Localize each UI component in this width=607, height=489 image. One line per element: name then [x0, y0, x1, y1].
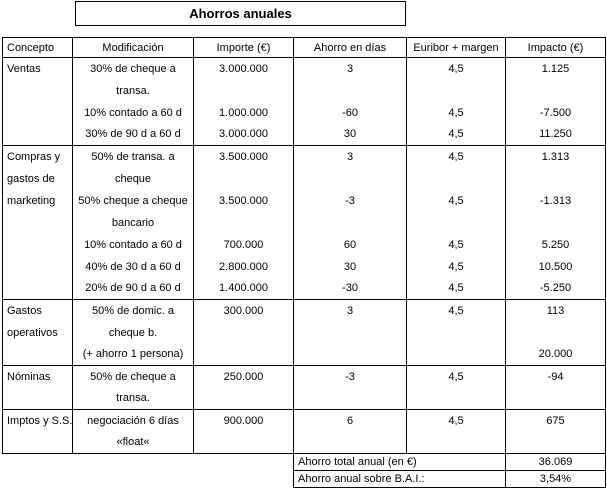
cell-importe: 700.000 [194, 234, 294, 256]
cell-concepto [3, 102, 73, 124]
table-row [3, 322, 606, 344]
table-row [3, 80, 606, 102]
cell-impacto [506, 212, 606, 234]
cell-concepto: gastos de [3, 168, 73, 190]
table-row [3, 212, 606, 234]
cell-impacto [506, 168, 606, 190]
summary-row [3, 471, 606, 488]
cell-importe: 3.500.000 [194, 190, 294, 212]
summary-value: 36.069 [506, 454, 606, 471]
cell-impacto: 20.000 [506, 344, 606, 366]
cell-importe: 1.400.000 [194, 278, 294, 300]
cell-impacto: 1.313 [506, 146, 606, 168]
cell-concepto: Gastos [3, 300, 73, 322]
table-header-row [3, 38, 606, 58]
table-row [3, 58, 606, 80]
table-body [3, 58, 606, 488]
cell-modificacion: negociación 6 días [73, 410, 194, 432]
cell-modificacion: transa. [73, 388, 194, 410]
column-header: Ahorro en días [294, 38, 407, 58]
cell-dias [294, 388, 407, 410]
table-row [3, 256, 606, 278]
cell-euribor: 4,5 [407, 256, 506, 278]
cell-modificacion: 50% cheque a cheque [73, 190, 194, 212]
cell-modificacion: (+ ahorro 1 persona) [73, 344, 194, 366]
cell-dias [294, 432, 407, 454]
cell-impacto [506, 388, 606, 410]
cell-euribor [407, 344, 506, 366]
cell-modificacion: 30% de cheque a [73, 58, 194, 80]
cell-euribor [407, 432, 506, 454]
cell-concepto [3, 388, 73, 410]
cell-dias: 30 [294, 256, 407, 278]
table-row [3, 124, 606, 146]
cell-euribor: 4,5 [407, 102, 506, 124]
cell-importe: 300.000 [194, 300, 294, 322]
cell-modificacion: 20% de 90 d a 60 d [73, 278, 194, 300]
table-row [3, 168, 606, 190]
cell-euribor [407, 388, 506, 410]
cell-dias: -3 [294, 366, 407, 388]
cell-importe: 3.000.000 [194, 124, 294, 146]
cell-importe [194, 344, 294, 366]
cell-concepto [3, 234, 73, 256]
cell-dias: 30 [294, 124, 407, 146]
cell-euribor: 4,5 [407, 234, 506, 256]
cell-impacto [506, 80, 606, 102]
cell-dias: 3 [294, 58, 407, 80]
table-row [3, 146, 606, 168]
cell-dias [294, 212, 407, 234]
cell-euribor: 4,5 [407, 366, 506, 388]
cell-dias: 60 [294, 234, 407, 256]
cell-dias: 3 [294, 146, 407, 168]
table-row [3, 366, 606, 388]
cell-importe [194, 80, 294, 102]
cell-impacto: -94 [506, 366, 606, 388]
cell-modificacion: «float« [73, 432, 194, 454]
summary-spacer [3, 471, 294, 488]
cell-dias: 3 [294, 300, 407, 322]
cell-modificacion: bancario [73, 212, 194, 234]
cell-euribor: 4,5 [407, 410, 506, 432]
summary-spacer [3, 454, 294, 471]
cell-impacto: -7.500 [506, 102, 606, 124]
cell-dias [294, 322, 407, 344]
summary-value: 3,54% [506, 471, 606, 488]
page-title: Ahorros anuales [75, 1, 406, 26]
cell-euribor: 4,5 [407, 300, 506, 322]
cell-dias [294, 168, 407, 190]
table-row [3, 102, 606, 124]
summary-label: Ahorro total anual (en €) [294, 454, 506, 471]
table-row [3, 388, 606, 410]
cell-modificacion: transa. [73, 80, 194, 102]
table-row [3, 190, 606, 212]
table-row [3, 278, 606, 300]
cell-concepto [3, 278, 73, 300]
cell-importe: 1.000.000 [194, 102, 294, 124]
cell-importe [194, 212, 294, 234]
cell-modificacion: 10% contado a 60 d [73, 234, 194, 256]
table-row [3, 410, 606, 432]
cell-euribor [407, 322, 506, 344]
cell-euribor: 4,5 [407, 124, 506, 146]
cell-dias: -3 [294, 190, 407, 212]
cell-importe [194, 388, 294, 410]
cell-concepto: Nóminas [3, 366, 73, 388]
cell-impacto: 5.250 [506, 234, 606, 256]
cell-impacto: 113 [506, 300, 606, 322]
cell-concepto [3, 80, 73, 102]
cell-concepto: operativos [3, 322, 73, 344]
cell-modificacion: 50% de transa. a [73, 146, 194, 168]
cell-modificacion: cheque b. [73, 322, 194, 344]
cell-dias: -30 [294, 278, 407, 300]
cell-euribor: 4,5 [407, 146, 506, 168]
column-header: Importe (€) [194, 38, 294, 58]
cell-modificacion: 30% de 90 d a 60 d [73, 124, 194, 146]
cell-impacto: -1.313 [506, 190, 606, 212]
cell-impacto: 1.125 [506, 58, 606, 80]
cell-euribor [407, 212, 506, 234]
cell-modificacion: 10% contado a 60 d [73, 102, 194, 124]
cell-dias: -60 [294, 102, 407, 124]
cell-importe: 900.000 [194, 410, 294, 432]
table-row [3, 344, 606, 366]
cell-concepto [3, 124, 73, 146]
table-row [3, 432, 606, 454]
column-header: Concepto [3, 38, 73, 58]
column-header: Modificación [73, 38, 194, 58]
cell-impacto [506, 322, 606, 344]
cell-euribor: 4,5 [407, 278, 506, 300]
cell-concepto: Ventas [3, 58, 73, 80]
savings-table [2, 37, 606, 488]
table-row [3, 234, 606, 256]
cell-modificacion: 50% de cheque a [73, 366, 194, 388]
cell-impacto: 10.500 [506, 256, 606, 278]
summary-row [3, 454, 606, 471]
cell-importe [194, 432, 294, 454]
cell-modificacion: cheque [73, 168, 194, 190]
summary-label: Ahorro anual sobre B.A.I.: [294, 471, 506, 488]
cell-euribor: 4,5 [407, 58, 506, 80]
table-row [3, 300, 606, 322]
cell-impacto: -5.250 [506, 278, 606, 300]
cell-euribor: 4,5 [407, 190, 506, 212]
cell-concepto: marketing [3, 190, 73, 212]
cell-importe: 2.800.000 [194, 256, 294, 278]
cell-concepto: Compras y [3, 146, 73, 168]
cell-euribor [407, 80, 506, 102]
cell-importe: 3.000.000 [194, 58, 294, 80]
cell-concepto: Imptos y S.S. [3, 410, 73, 432]
cell-dias [294, 80, 407, 102]
cell-importe: 3.500.000 [194, 146, 294, 168]
cell-euribor [407, 168, 506, 190]
cell-modificacion: 50% de domic. a [73, 300, 194, 322]
cell-importe [194, 322, 294, 344]
cell-dias [294, 344, 407, 366]
cell-impacto: 11.250 [506, 124, 606, 146]
column-header: Impacto (€) [506, 38, 606, 58]
cell-concepto [3, 432, 73, 454]
cell-concepto [3, 344, 73, 366]
cell-dias: 6 [294, 410, 407, 432]
cell-importe [194, 168, 294, 190]
cell-modificacion: 40% de 30 d a 60 d [73, 256, 194, 278]
cell-impacto: 675 [506, 410, 606, 432]
column-header: Euribor + margen [407, 38, 506, 58]
cell-concepto [3, 256, 73, 278]
cell-concepto [3, 212, 73, 234]
cell-importe: 250.000 [194, 366, 294, 388]
cell-impacto [506, 432, 606, 454]
